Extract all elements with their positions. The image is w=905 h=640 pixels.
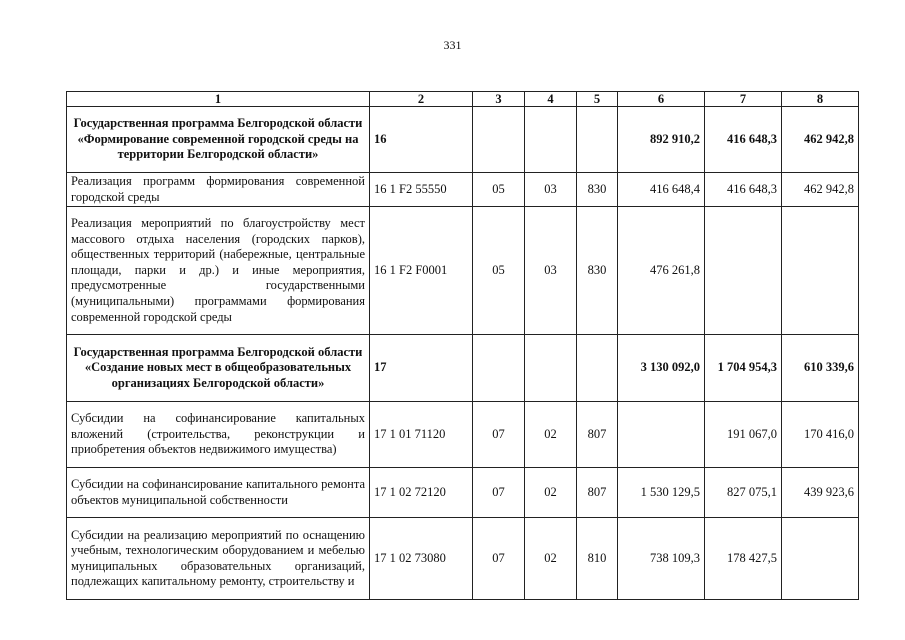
row-value-7: 1 704 954,3 [705,335,782,402]
header-cell: 7 [705,92,782,107]
row-value-8 [782,207,859,335]
row-value-7: 416 648,3 [705,173,782,207]
header-cell: 5 [577,92,618,107]
row-section [473,107,525,173]
row-section: 07 [473,468,525,518]
row-code: 17 1 02 73080 [370,518,473,600]
row-value-6: 476 261,8 [618,207,705,335]
row-section [473,335,525,402]
row-code: 17 [370,335,473,402]
row-name: Реализация программ формирования современной городской среды [67,173,370,207]
row-code: 17 1 01 71120 [370,402,473,468]
row-code: 16 [370,107,473,173]
row-value-6: 3 130 092,0 [618,335,705,402]
header-cell: 2 [370,92,473,107]
row-value-7: 178 427,5 [705,518,782,600]
row-value-6: 738 109,3 [618,518,705,600]
budget-table [66,91,859,600]
header-cell: 4 [525,92,577,107]
row-expense-type: 810 [577,518,618,600]
row-value-8: 462 942,8 [782,107,859,173]
row-value-7: 416 648,3 [705,107,782,173]
row-value-7: 191 067,0 [705,402,782,468]
row-subsection: 03 [525,173,577,207]
row-value-6: 1 530 129,5 [618,468,705,518]
row-expense-type: 807 [577,468,618,518]
row-section: 07 [473,518,525,600]
row-value-8: 610 339,6 [782,335,859,402]
row-name: Субсидии на реализацию мероприятий по оснащению учебным, технологическим оборудованием и мебелью муниципальных образовательных организаций, подлежащих капитальному ремонту, строительству и [67,518,370,600]
row-subsection: 02 [525,468,577,518]
row-value-8: 439 923,6 [782,468,859,518]
header-cell: 8 [782,92,859,107]
row-expense-type [577,107,618,173]
row-section: 05 [473,207,525,335]
header-cell: 1 [67,92,370,107]
row-expense-type [577,335,618,402]
table-row [67,207,859,335]
row-section: 05 [473,173,525,207]
row-name: Государственная программа Белгородской области «Формирование современной городской среды на территории Белгородской области» [67,107,370,173]
page-number: 331 [443,38,462,52]
row-value-6: 416 648,4 [618,173,705,207]
header-cell: 3 [473,92,525,107]
row-subsection: 02 [525,402,577,468]
table-row [67,173,859,207]
row-name: Реализация мероприятий по благоустройству мест массового отдыха населения (городских парков), общественных территорий (набережные, центральные площади, парки и др.) и иные мероприятия, предусмотренные государственными (муниципальными) программами формирования современной городской среды [67,207,370,335]
row-expense-type: 807 [577,402,618,468]
row-expense-type: 830 [577,207,618,335]
row-value-6: 892 910,2 [618,107,705,173]
header-cell: 6 [618,92,705,107]
row-name: Государственная программа Белгородской области «Создание новых мест в общеобразовательных организациях Белгородской области» [67,335,370,402]
row-subsection [525,107,577,173]
row-value-8 [782,518,859,600]
table-row [67,107,859,173]
row-code: 17 1 02 72120 [370,468,473,518]
row-section: 07 [473,402,525,468]
table-row [67,402,859,468]
row-name: Субсидии на софинансирование капитального ремонта объектов муниципальной собственности [67,468,370,518]
table-row [67,518,859,600]
table-row [67,468,859,518]
row-code: 16 1 F2 55550 [370,173,473,207]
row-subsection: 03 [525,207,577,335]
row-subsection: 02 [525,518,577,600]
row-value-8: 462 942,8 [782,173,859,207]
table-row [67,335,859,402]
row-code: 16 1 F2 F0001 [370,207,473,335]
row-value-6 [618,402,705,468]
row-expense-type: 830 [577,173,618,207]
row-subsection [525,335,577,402]
header-row [67,92,859,107]
row-value-7: 827 075,1 [705,468,782,518]
row-name: Субсидии на софинансирование капитальных вложений (строительства, реконструкции и приобретения объектов недвижимого имущества) [67,402,370,468]
row-value-8: 170 416,0 [782,402,859,468]
row-value-7 [705,207,782,335]
